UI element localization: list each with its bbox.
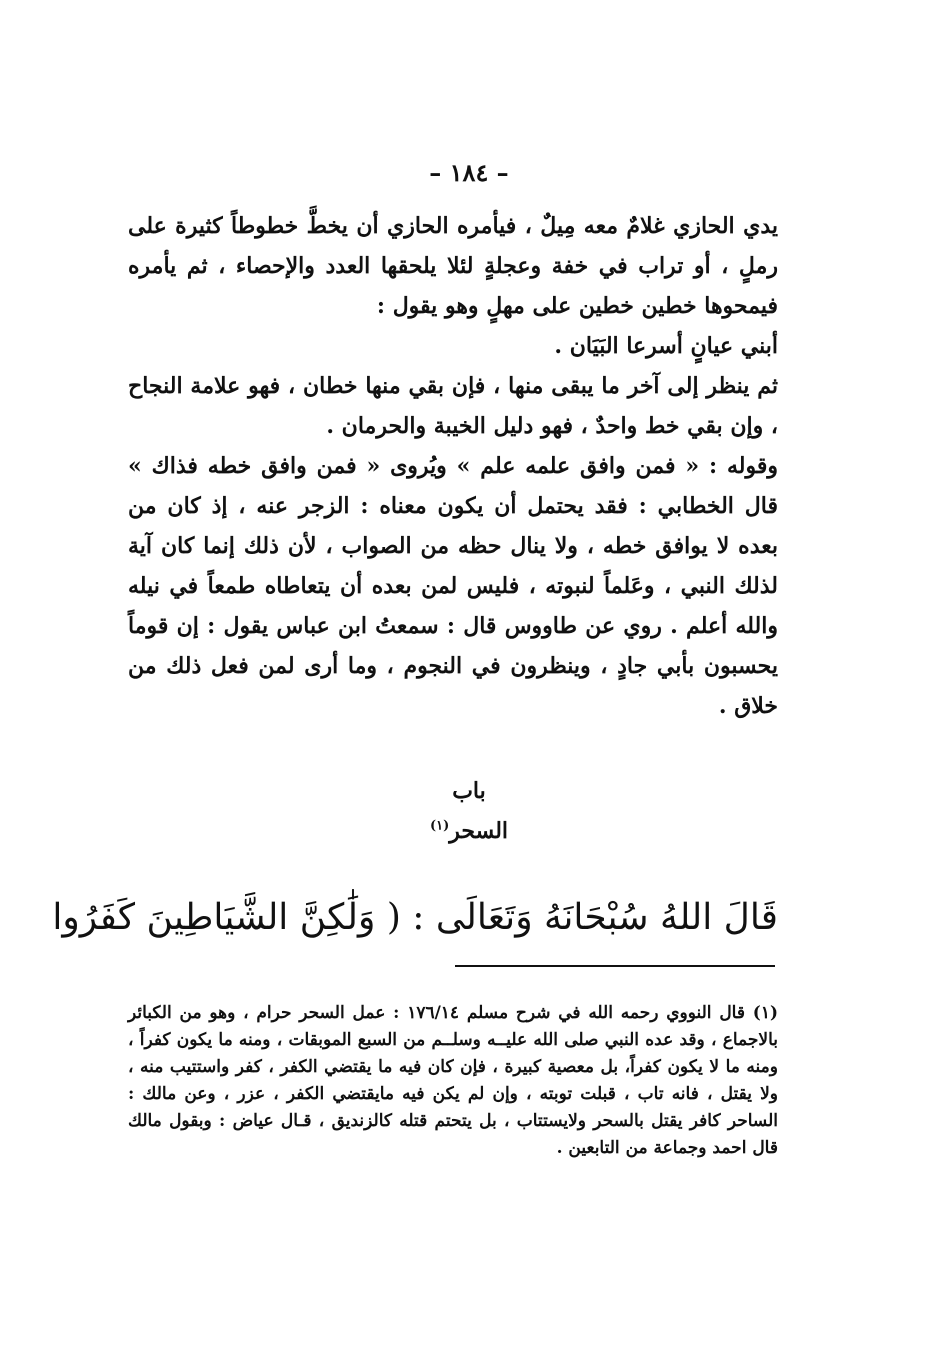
paragraph: ثم ينظر إلى آخر ما يبقى منها ، فإن بقي منها خطان ، فهو علامة النجاح ، وإن بقي خط واحدٌ ، فهو دليل الخيبة والحرمان . [128, 373, 778, 439]
quranic-verse: قَالَ اللهُ سُبْحَانَهُ وَتَعَالَى : ( وَلَٰكِنَّ الشَّيَاطِينَ كَفَرُوا [52, 897, 778, 938]
paragraph: يدي الحازي غلامٌ معه مِيلٌ ، فيأمره الحازي أن يخطَّ خطوطاً كثيرة على رملٍ ، أو تراب في خفة وعجلةٍ لئلا يلحقها العدد والإحصاء ، ثم يأمره فيمحوها خطين خطين على مهلٍ وهو يقول : [128, 213, 778, 319]
footnote-divider [455, 965, 775, 967]
chapter-title [0, 818, 938, 844]
page-number: – ١٨٤ – [429, 158, 509, 187]
footnotes [128, 1000, 778, 1162]
chapter-title-text: السحر [449, 818, 509, 844]
footnote: (١) قال النووي رحمه الله في شرح مسلم ١٧٦/١٤ : عمل السحر حرام ، وهو من الكبائر بالاجماع ، وقد عده النبي صلى الله عليــه وسلــم من السبع الموبقات ، ومنه ما يكون كفراً ، ومنه ما لا يكون كفراً، بل معصية كبيرة ، فإن كان فيه ما يقتضي الكفر ، كفر واستتيب منه ، ولا يقتل ، فانه تاب ، قبلت توبته ، وإن لم يكن فيه مايقتضي الكفر ، عزر ، وعن مالك : الساحر كافر يقتل بالسحر ولايستتاب ، بل يتحتم قتله كالزنديق ، قـال عياض : وبقول مالك قال احمد وجماعة من التابعين . [128, 1003, 778, 1158]
paragraph: وقوله : « فمن وافق علمه علم » ويُروى « فمن وافق خطه فذاك » قال الخطابي : فقد يحتمل أن يكون معناه : الزجر عنه ، إذ كان من بعده لا يوافق خطه ، ولا ينال حظه من الصواب ، لأن ذلك إنما كان آية لذلك النبي ، وعَلماً لنبوته ، فليس لمن بعده أن يتعاطاه طمعاً في نيله والله أعلم . روي عن طاووس قال : سمعتُ ابن عباس يقول : إن قوماً يحسبون بأبي جادٍ ، وينظرون في النجوم ، وما أرى لمن فعل ذلك من خلاق . [128, 453, 778, 719]
poem-line: أبني عيانٍ أسرعا البَيَان . [554, 333, 778, 359]
main-text [128, 206, 778, 726]
footnote-reference: (١) [429, 818, 450, 834]
chapter-label: باب [452, 778, 486, 804]
